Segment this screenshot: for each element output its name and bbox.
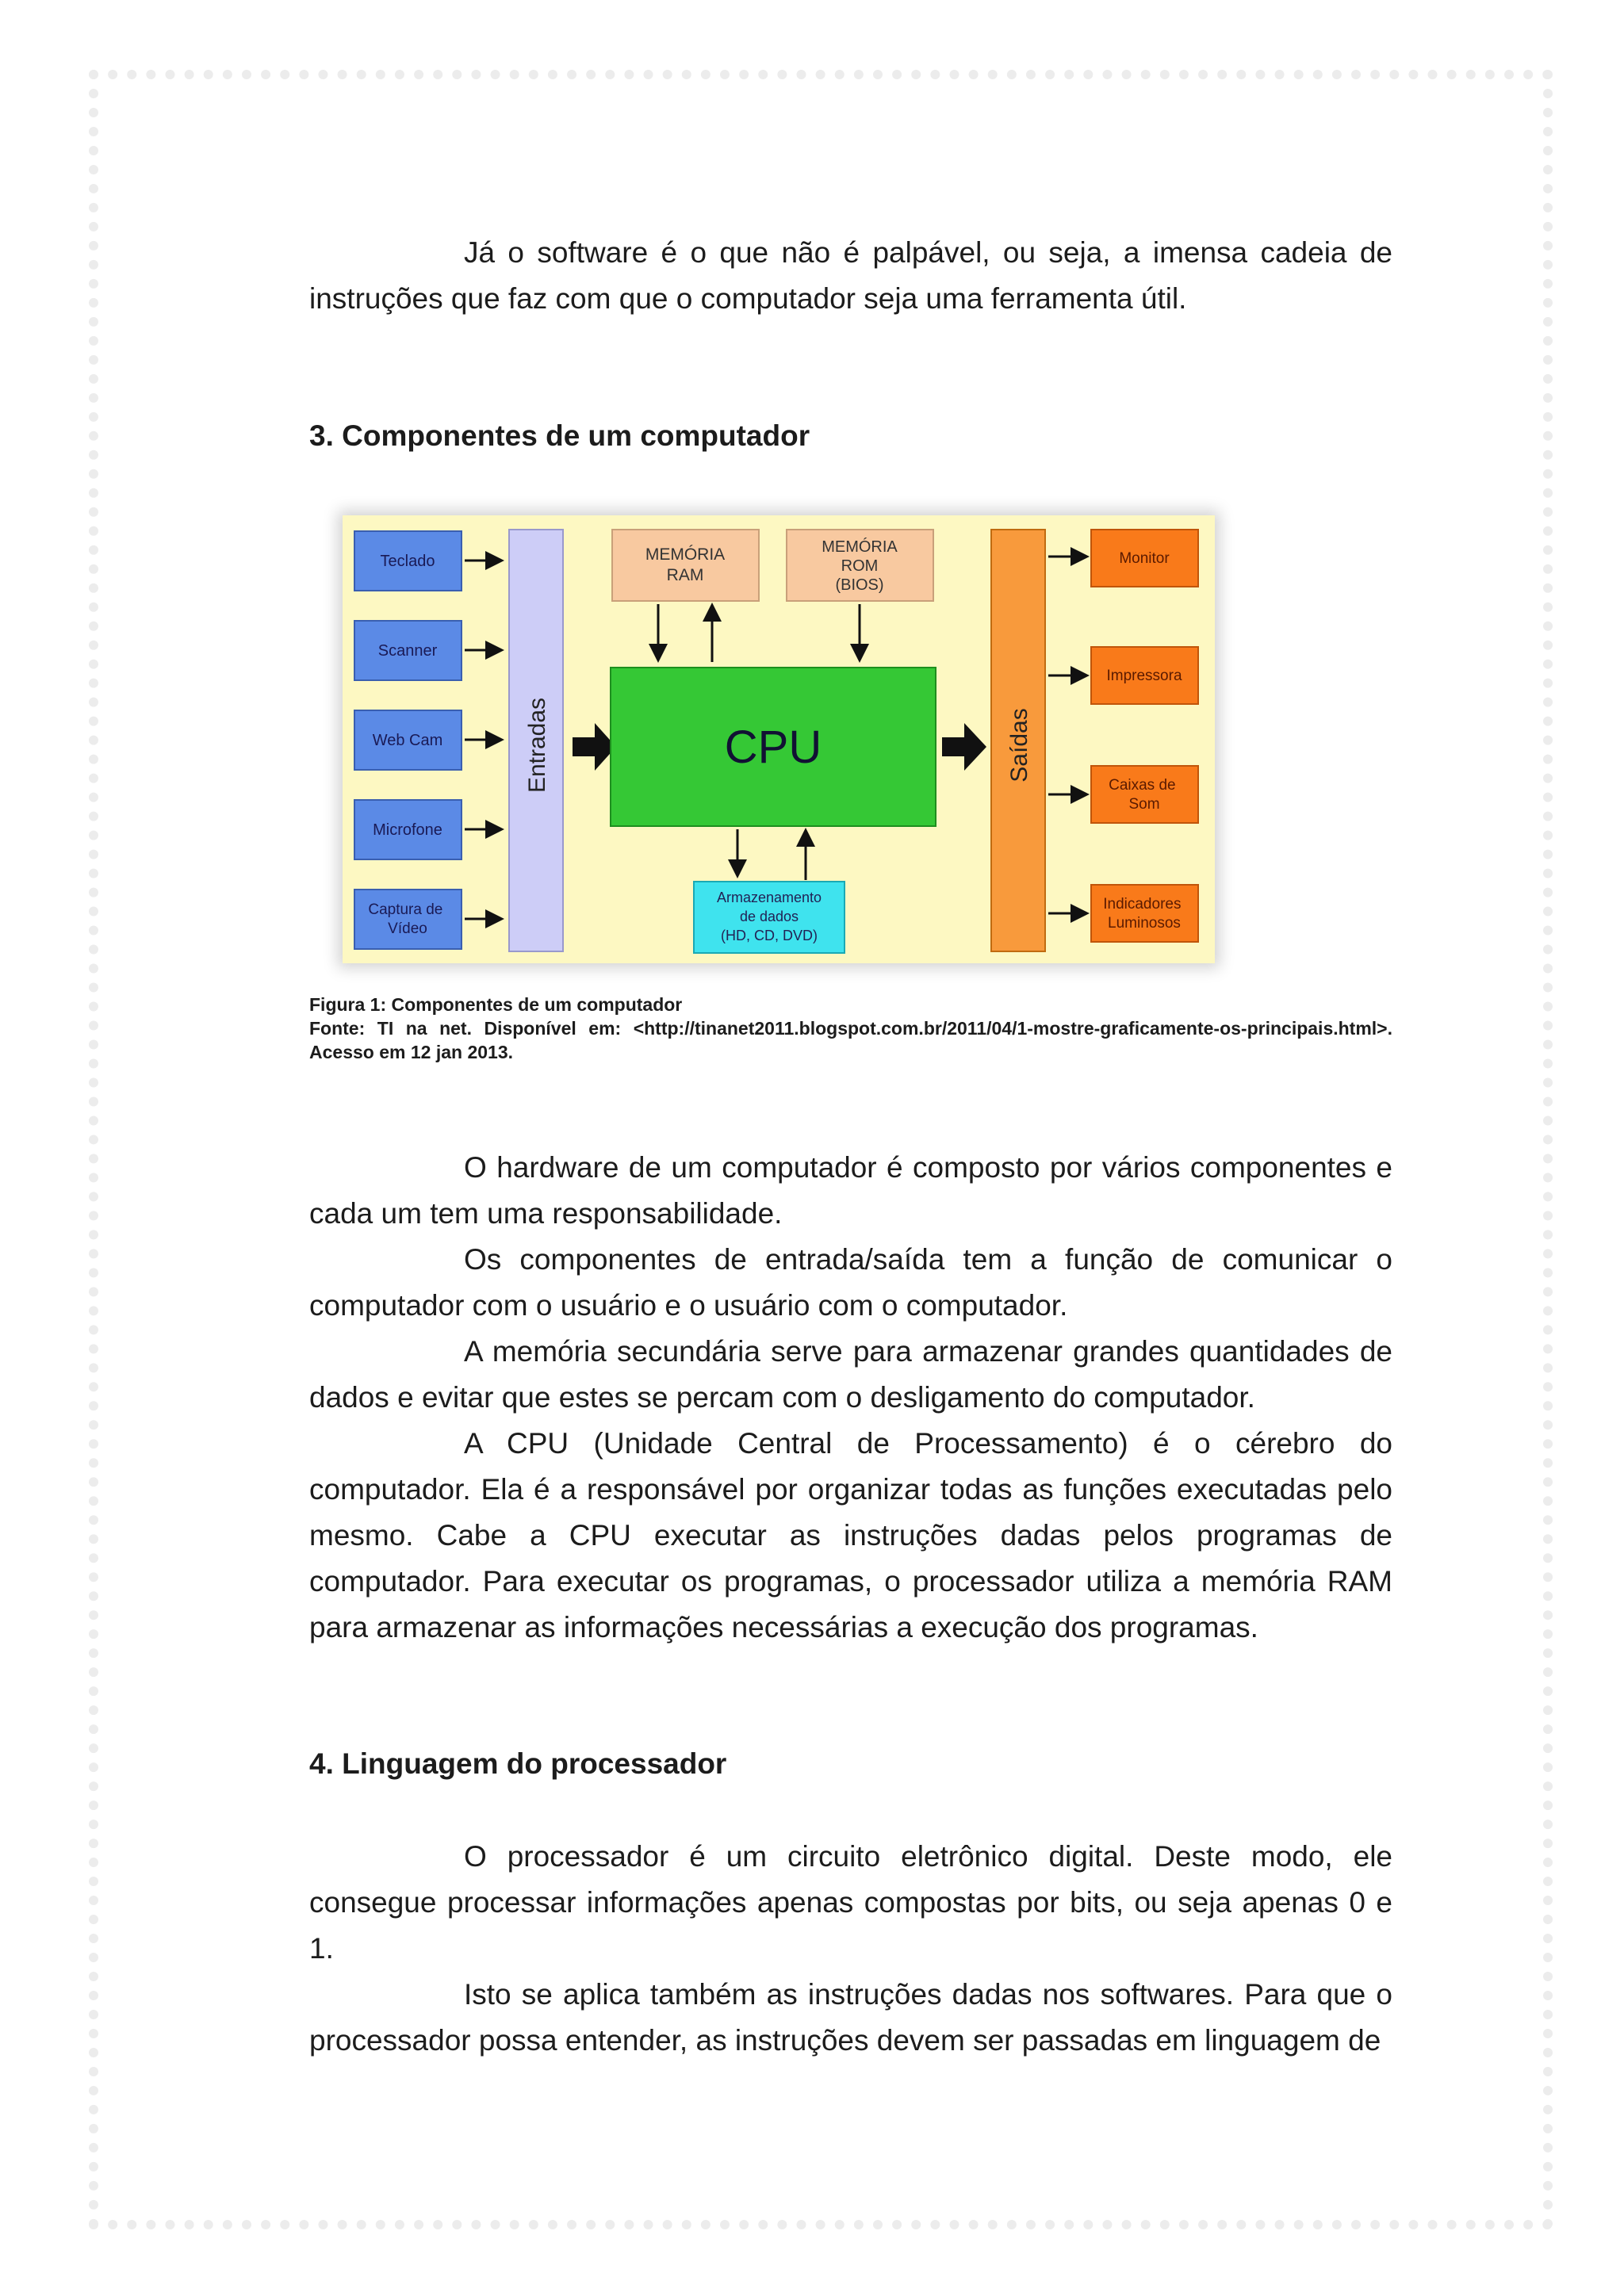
input-box-captura [354,890,462,949]
rom-label-line3: (BIOS) [835,576,884,594]
cpu-paragraph: A CPU (Unidade Central de Processamento) é o cérebro do computador. Ela é a responsável por organizar todas as funções executadas pelo mesmo. Cabe a CPU executar as instruções dadas pelos programas de computador. Para executar os programas, o processador utiliza a memória RAM para armazenar as informações necessárias a execução dos programas. [309,1427,1392,1644]
input-label-teclado: Teclado [380,553,435,570]
caption-source: Fonte: TI na net. Disponível em: <http://tinanet2011.blogspot.com.br/2011/04/1-mostre-graficamente-os-principais.html>. Acesso em 12 jan 2013. [309,1018,1392,1062]
entradas-label: Entradas [524,697,550,794]
output-label-monitor: Monitor [1119,550,1170,567]
saidas-label: Saídas [1006,708,1032,783]
software-paragraph-block [309,230,1392,322]
memory-ram-box [612,530,759,601]
section-4-title: 4. Linguagem do processador [309,1747,727,1780]
section-3-body [309,1145,1392,1651]
io-paragraph: Os componentes de entrada/saída tem a função de comunicar o computador com o usuário e o usuário com o computador. [309,1243,1392,1322]
section-3-header [309,413,1392,459]
output-label-indicadores: Indicadores Luminosos [1103,896,1182,932]
section-3-title: 3. Componentes de um computador [309,419,810,452]
input-label-captura: Captura de Vídeo [368,901,443,937]
ram-label-line1: MEMÓRIA [645,545,726,564]
section-4-header [309,1741,1392,1787]
input-label-microfone: Microfone [373,821,442,839]
ram-label-line2: RAM [666,566,704,584]
output-label-caixas: Caixas de Som [1109,777,1176,813]
figure-caption [309,993,1392,1064]
storage-label-line3: (HD, CD, DVD) [721,928,818,943]
processor-paragraph: O processador é um circuito eletrônico digital. Deste modo, ele consegue processar informações apenas compostas por bits, ou seja apenas 0 e 1. [309,1840,1392,1965]
computer-components-figure [343,515,1215,963]
cpu-label: CPU [724,721,822,773]
input-label-webcam: Web Cam [372,732,443,749]
hardware-paragraph: O hardware de um computador é composto por vários componentes e cada um tem uma responsabilidade. [309,1151,1392,1230]
output-box-caixas [1091,766,1198,823]
instructions-paragraph: Isto se aplica também as instruções dadas nos softwares. Para que o processador possa entender, as instruções devem ser passadas em linguagem de [309,1978,1392,2057]
rom-label-line1: MEMÓRIA [822,538,898,556]
rom-label-line2: ROM [841,557,879,575]
section-4-body [309,1834,1392,2064]
software-paragraph: Já o software é o que não é palpável, ou seja, a imensa cadeia de instruções que faz com que o computador seja uma ferramenta útil. [309,236,1392,315]
input-label-scanner: Scanner [377,642,438,660]
storage-label-line1: Armazenamento [716,890,822,905]
output-label-impressora: Impressora [1106,668,1182,684]
output-box-indicadores [1091,885,1198,942]
storage-label-line2: de dados [739,909,799,924]
secondary-memory-paragraph: A memória secundária serve para armazenar grandes quantidades de dados e evitar que estes se percam com o desligamento do computador. [309,1335,1392,1414]
caption-title: Figura 1: Componentes de um computador [309,994,683,1015]
